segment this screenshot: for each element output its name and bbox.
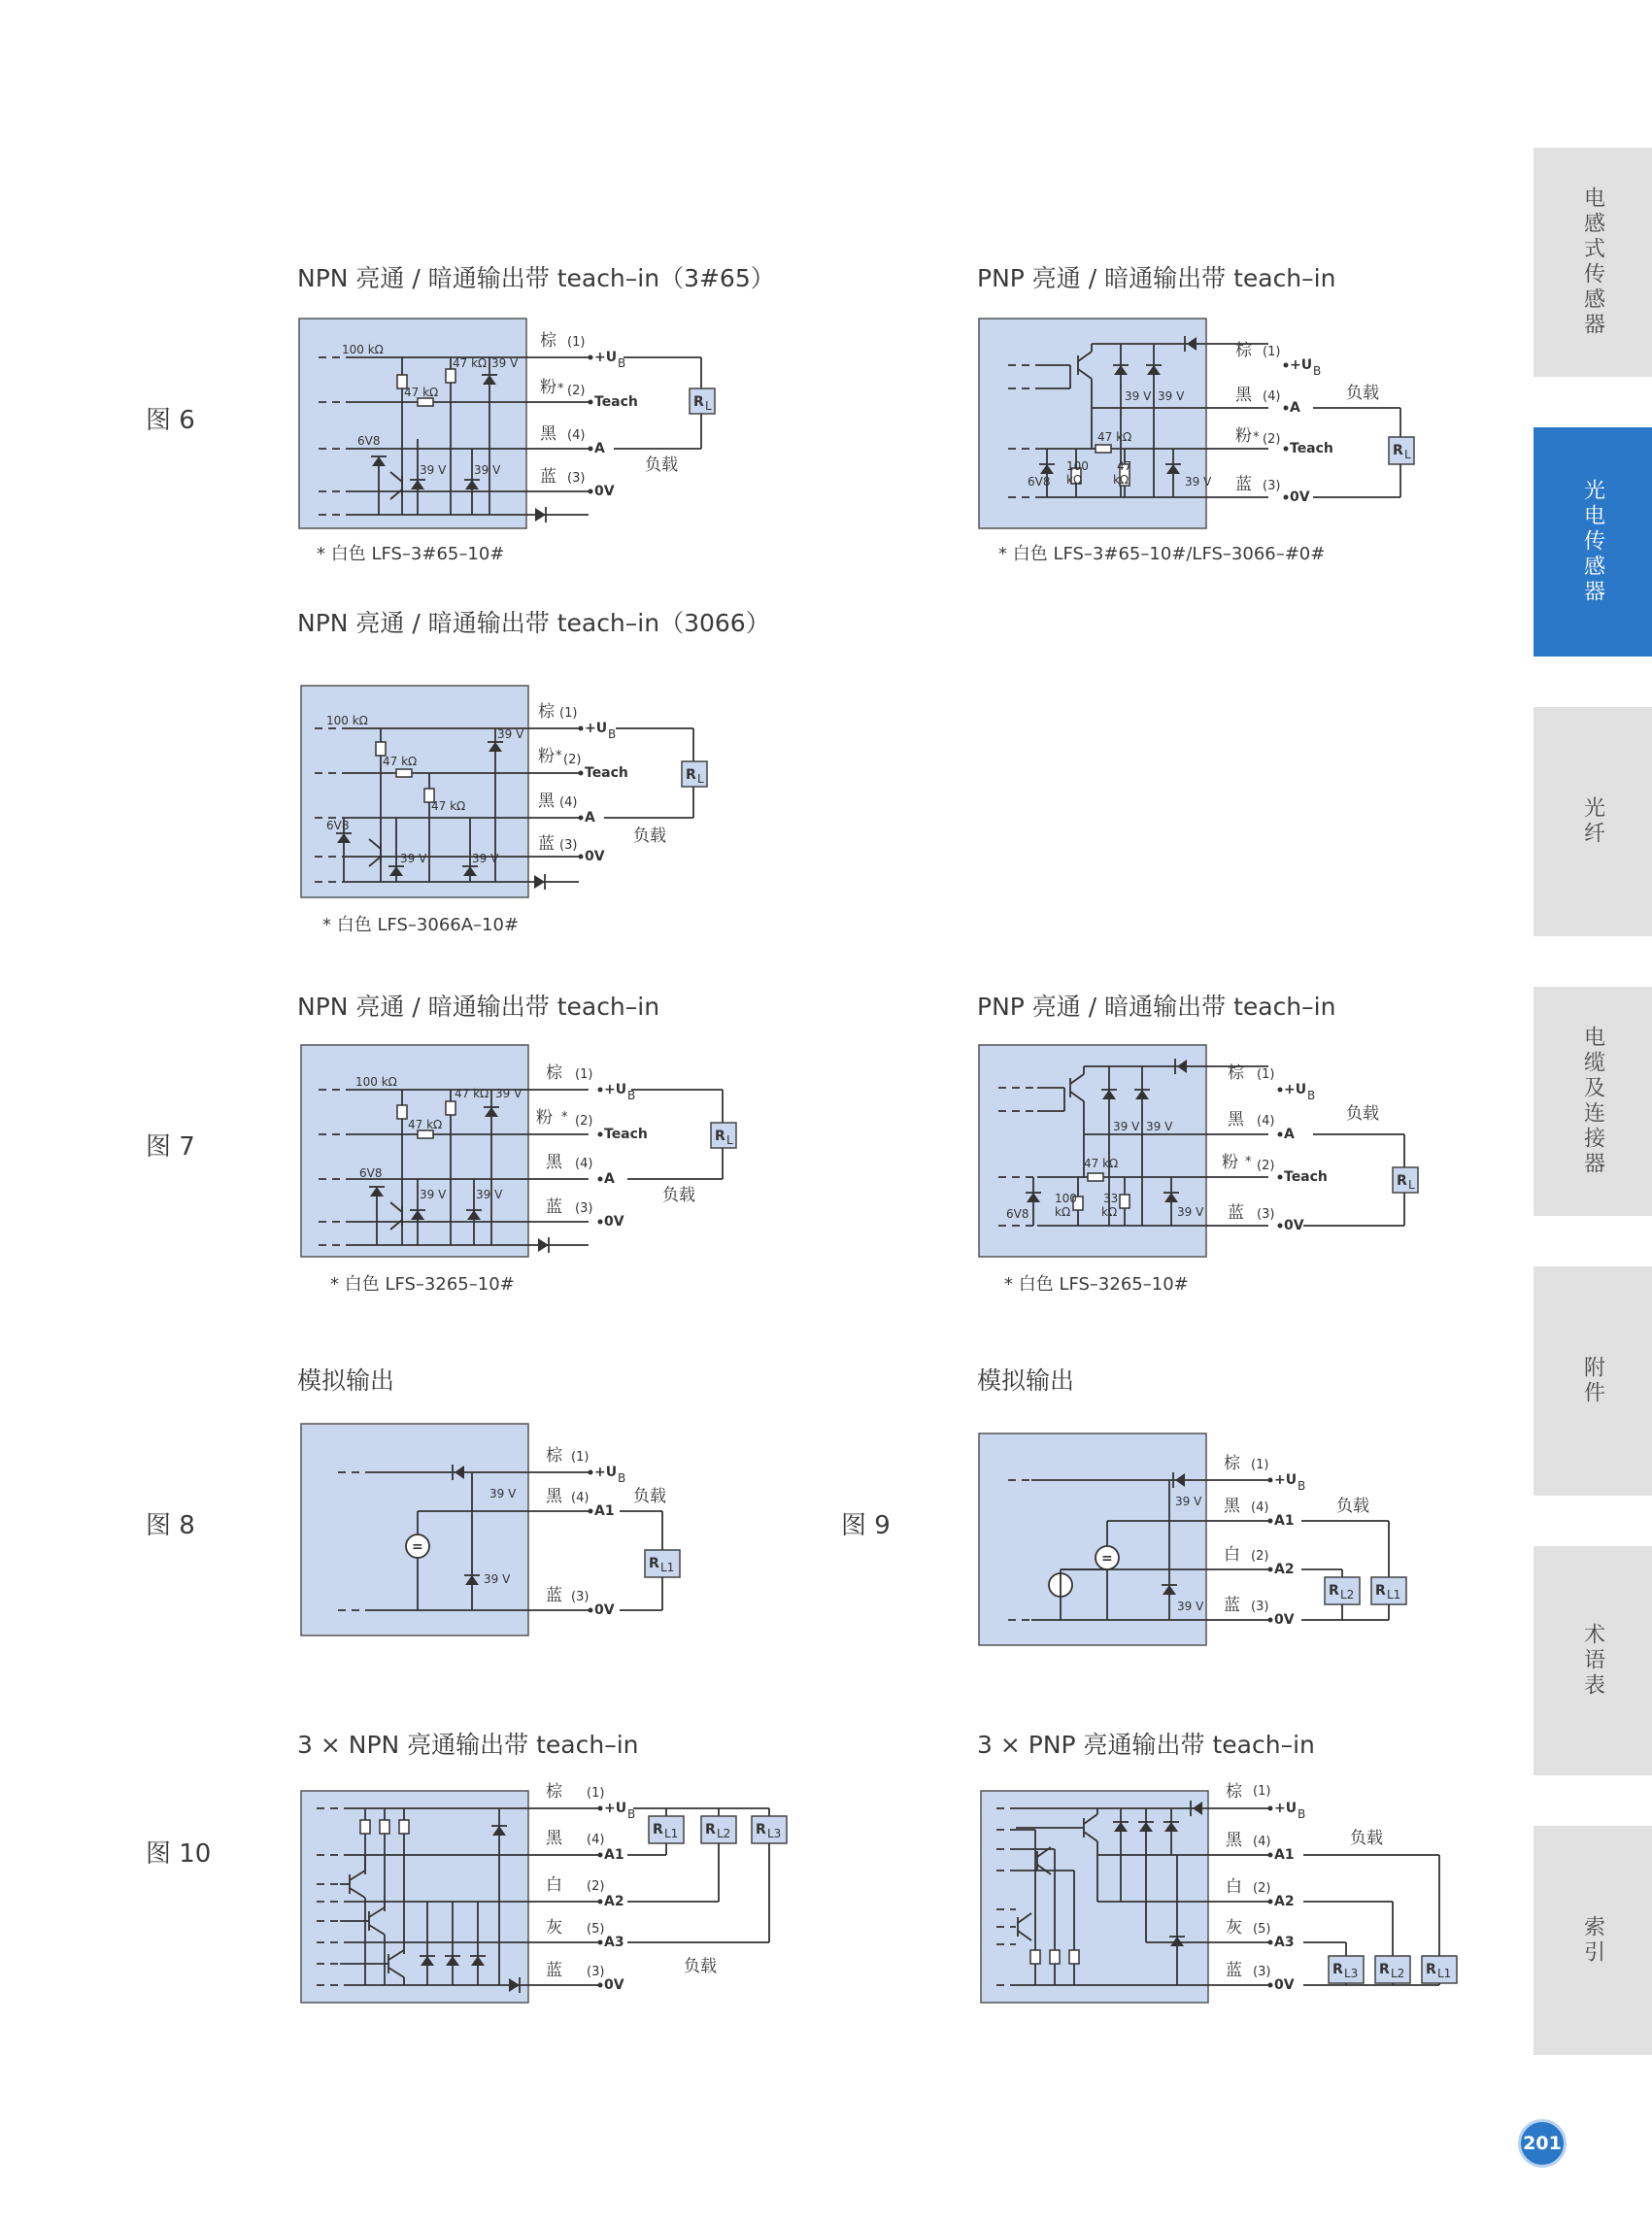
svg-text:R: R bbox=[1332, 1962, 1343, 1977]
svg-text:L1: L1 bbox=[1387, 1588, 1401, 1601]
svg-text:L: L bbox=[726, 1133, 733, 1147]
svg-text:棕: 棕 bbox=[538, 702, 555, 722]
svg-text:Teach: Teach bbox=[585, 765, 628, 781]
svg-text:47 kΩ: 47 kΩ bbox=[455, 1087, 489, 1100]
svg-text:0V: 0V bbox=[604, 1214, 624, 1230]
svg-text:39 V: 39 V bbox=[491, 356, 519, 370]
figure-label-10: 图 10 bbox=[146, 1839, 212, 1869]
svg-text:100 kΩ: 100 kΩ bbox=[355, 1075, 397, 1089]
svg-text:(2): (2) bbox=[1263, 432, 1281, 447]
svg-text:(5): (5) bbox=[587, 1922, 605, 1937]
circuit-pnp-b bbox=[977, 1041, 1424, 1264]
svg-text:47 kΩ: 47 kΩ bbox=[404, 386, 439, 399]
svg-text:负载: 负载 bbox=[1346, 1104, 1379, 1124]
svg-text:A1: A1 bbox=[604, 1847, 624, 1863]
svg-text:(4): (4) bbox=[571, 1491, 590, 1505]
svg-text:R: R bbox=[705, 1822, 716, 1837]
svg-text:(1): (1) bbox=[1253, 1784, 1271, 1799]
note-pnp-a: * 白色 LFS–3#65–10#/LFS–3066–#0# bbox=[998, 544, 1326, 564]
svg-text:0V: 0V bbox=[604, 1977, 624, 1993]
svg-text:(4): (4) bbox=[567, 428, 586, 443]
svg-text:粉: 粉 bbox=[1222, 1153, 1238, 1172]
svg-text:39 V: 39 V bbox=[1177, 1205, 1204, 1219]
svg-text:(4): (4) bbox=[559, 795, 578, 810]
side-tab-inductive[interactable]: 电感式传感器 bbox=[1534, 148, 1652, 377]
note-pnp-b: * 白色 LFS–3265–10# bbox=[1004, 1274, 1189, 1295]
svg-text:A3: A3 bbox=[1274, 1935, 1295, 1950]
svg-text:棕: 棕 bbox=[1235, 341, 1252, 360]
side-tab-glossary[interactable]: 术语表 bbox=[1534, 1546, 1652, 1775]
svg-text:33: 33 bbox=[1103, 1192, 1119, 1205]
svg-text:100: 100 bbox=[1055, 1192, 1077, 1205]
svg-text:(3): (3) bbox=[1257, 1207, 1275, 1222]
svg-text:47 kΩ: 47 kΩ bbox=[383, 755, 418, 768]
svg-text:100 kΩ: 100 kΩ bbox=[326, 714, 368, 727]
svg-text:A2: A2 bbox=[1274, 1562, 1295, 1577]
svg-text:黑: 黑 bbox=[1224, 1497, 1240, 1516]
svg-text:0V: 0V bbox=[1274, 1977, 1295, 1993]
sensor-box bbox=[301, 1045, 528, 1257]
svg-text:(3): (3) bbox=[571, 1590, 590, 1604]
svg-text:*: * bbox=[556, 749, 562, 763]
side-tab-cables[interactable]: 电缆及连接器 bbox=[1534, 987, 1652, 1216]
svg-text:+U: +U bbox=[585, 721, 608, 736]
svg-text:A: A bbox=[1290, 400, 1300, 416]
svg-text:+U: +U bbox=[594, 1465, 618, 1480]
section-title-npn-b: NPN 亮通 / 暗通输出带 teach–in bbox=[297, 993, 660, 1021]
svg-text:A: A bbox=[604, 1171, 615, 1187]
svg-text:蓝: 蓝 bbox=[1226, 1961, 1242, 1980]
svg-text:负载: 负载 bbox=[633, 826, 666, 846]
svg-text:黑: 黑 bbox=[1228, 1110, 1244, 1129]
svg-text:(4): (4) bbox=[575, 1157, 593, 1171]
svg-text:Teach: Teach bbox=[1284, 1169, 1328, 1185]
svg-text:负载: 负载 bbox=[662, 1186, 695, 1205]
svg-text:R: R bbox=[1375, 1583, 1386, 1599]
svg-text:灰: 灰 bbox=[1226, 1918, 1242, 1938]
section-title-npn-3066: NPN 亮通 / 暗通输出带 teach–in（3066） bbox=[297, 609, 770, 637]
svg-text:B: B bbox=[1298, 1807, 1306, 1821]
svg-text:Teach: Teach bbox=[604, 1127, 648, 1142]
section-title-npn-3x: 3 × NPN 亮通输出带 teach–in bbox=[297, 1731, 639, 1759]
svg-text:(2): (2) bbox=[587, 1879, 605, 1894]
svg-text:(2): (2) bbox=[567, 384, 586, 398]
svg-text:A: A bbox=[585, 810, 595, 826]
circuit-npn-b bbox=[297, 1041, 744, 1264]
svg-text:L1: L1 bbox=[660, 1561, 675, 1574]
svg-text:(2): (2) bbox=[1253, 1881, 1271, 1896]
svg-text:39 V: 39 V bbox=[420, 463, 447, 477]
svg-text:6V8: 6V8 bbox=[359, 1166, 383, 1180]
svg-text:L1: L1 bbox=[664, 1827, 679, 1840]
svg-text:47 kΩ: 47 kΩ bbox=[408, 1118, 443, 1131]
svg-text:47 kΩ: 47 kΩ bbox=[1084, 1157, 1119, 1170]
svg-text:蓝: 蓝 bbox=[1228, 1203, 1244, 1223]
svg-text:(3): (3) bbox=[1263, 479, 1281, 493]
svg-text:39 V: 39 V bbox=[1185, 475, 1212, 489]
svg-text:0V: 0V bbox=[1274, 1612, 1295, 1628]
svg-text:(4): (4) bbox=[1263, 389, 1281, 404]
svg-text:负载: 负载 bbox=[684, 1957, 717, 1976]
svg-text:+U: +U bbox=[1274, 1801, 1298, 1816]
svg-text:39 V: 39 V bbox=[497, 727, 524, 741]
sensor-box bbox=[301, 1791, 528, 2003]
svg-text:R: R bbox=[1393, 443, 1403, 458]
svg-text:100 kΩ: 100 kΩ bbox=[342, 343, 384, 356]
svg-text:L: L bbox=[1408, 1178, 1415, 1192]
svg-text:+U: +U bbox=[1284, 1082, 1307, 1097]
svg-text:(3): (3) bbox=[559, 838, 578, 853]
svg-text:39 V: 39 V bbox=[1158, 389, 1185, 403]
svg-text:39 V: 39 V bbox=[400, 852, 427, 865]
svg-text:白: 白 bbox=[546, 1875, 562, 1895]
svg-text:39 V: 39 V bbox=[474, 463, 501, 477]
svg-text:47: 47 bbox=[1117, 459, 1132, 473]
svg-text:R: R bbox=[653, 1822, 663, 1837]
svg-text:A: A bbox=[1284, 1127, 1295, 1142]
svg-text:棕: 棕 bbox=[540, 331, 556, 351]
side-tab-fiber[interactable]: 光纤 bbox=[1534, 707, 1652, 936]
svg-text:47 kΩ: 47 kΩ bbox=[1097, 430, 1132, 444]
svg-text:A2: A2 bbox=[1274, 1894, 1295, 1909]
svg-text:kΩ: kΩ bbox=[1055, 1205, 1071, 1219]
svg-text:*: * bbox=[1245, 1155, 1252, 1169]
svg-text:+U: +U bbox=[604, 1801, 627, 1816]
section-title-pnp-b: PNP 亮通 / 暗通输出带 teach–in bbox=[977, 993, 1336, 1021]
svg-text:39 V: 39 V bbox=[489, 1487, 517, 1500]
svg-text:蓝: 蓝 bbox=[546, 1586, 562, 1605]
svg-text:白: 白 bbox=[1224, 1545, 1240, 1565]
svg-text:47 kΩ: 47 kΩ bbox=[431, 799, 466, 813]
svg-text:*: * bbox=[557, 382, 564, 396]
svg-text:39 V: 39 V bbox=[420, 1188, 447, 1201]
svg-text:负载: 负载 bbox=[633, 1487, 666, 1506]
svg-text:蓝: 蓝 bbox=[546, 1197, 562, 1217]
svg-text:(1): (1) bbox=[567, 335, 586, 350]
figure-label-6: 图 6 bbox=[146, 406, 195, 435]
svg-text:39 V: 39 V bbox=[1177, 1600, 1204, 1613]
svg-text:黑: 黑 bbox=[540, 424, 556, 444]
svg-text:A3: A3 bbox=[604, 1935, 624, 1950]
svg-text:+U: +U bbox=[604, 1082, 627, 1097]
svg-text:+U: +U bbox=[1290, 357, 1313, 373]
svg-text:(4): (4) bbox=[587, 1833, 605, 1847]
svg-text:R: R bbox=[1379, 1962, 1390, 1977]
svg-text:棕: 棕 bbox=[546, 1446, 562, 1466]
svg-text:(3): (3) bbox=[587, 1965, 605, 1979]
svg-text:+U: +U bbox=[1274, 1472, 1298, 1488]
svg-text:(1): (1) bbox=[575, 1067, 593, 1082]
svg-text:B: B bbox=[627, 1089, 636, 1102]
svg-text:39 V: 39 V bbox=[495, 1087, 523, 1100]
svg-text:蓝: 蓝 bbox=[540, 467, 556, 487]
svg-text:B: B bbox=[627, 1807, 636, 1821]
svg-text:R: R bbox=[649, 1556, 659, 1571]
svg-text:L2: L2 bbox=[1391, 1967, 1405, 1980]
section-title-pnp-3x: 3 × PNP 亮通输出带 teach–in bbox=[977, 1731, 1315, 1759]
svg-text:L3: L3 bbox=[767, 1827, 782, 1840]
circuit-analog-left bbox=[297, 1420, 715, 1643]
svg-text:47 kΩ: 47 kΩ bbox=[453, 356, 488, 370]
figure-label-9: 图 9 bbox=[841, 1511, 891, 1540]
svg-text:*: * bbox=[561, 1110, 568, 1125]
section-title-analog-left: 模拟输出 bbox=[297, 1366, 395, 1395]
svg-text:39 V: 39 V bbox=[476, 1188, 503, 1201]
svg-text:粉: 粉 bbox=[536, 1108, 553, 1128]
svg-text:(1): (1) bbox=[571, 1450, 590, 1465]
svg-text:黑: 黑 bbox=[546, 1829, 562, 1848]
svg-text:L: L bbox=[697, 772, 704, 786]
svg-text:0V: 0V bbox=[1290, 489, 1310, 505]
svg-text:39 V: 39 V bbox=[1175, 1495, 1202, 1508]
svg-text:粉: 粉 bbox=[1235, 426, 1252, 446]
svg-text:6V8: 6V8 bbox=[1028, 475, 1051, 489]
side-tab-photoelectric[interactable]: 光电传感器 bbox=[1534, 427, 1652, 657]
svg-text:负载: 负载 bbox=[645, 455, 678, 475]
svg-text:黑: 黑 bbox=[546, 1153, 562, 1172]
svg-text:(2): (2) bbox=[563, 753, 582, 767]
svg-text:棕: 棕 bbox=[1228, 1063, 1244, 1083]
figure-label-7: 图 7 bbox=[146, 1132, 195, 1162]
svg-text:39 V: 39 V bbox=[1125, 389, 1152, 403]
svg-text:(4): (4) bbox=[1253, 1835, 1271, 1849]
circuit-npn-3066 bbox=[297, 682, 744, 905]
svg-text:=: = bbox=[412, 1539, 423, 1555]
svg-text:100: 100 bbox=[1066, 459, 1089, 473]
svg-text:R: R bbox=[756, 1822, 766, 1837]
svg-text:负载: 负载 bbox=[1336, 1497, 1369, 1516]
svg-text:0V: 0V bbox=[594, 1602, 615, 1618]
svg-text:(2): (2) bbox=[1251, 1549, 1269, 1564]
sensor-box bbox=[301, 1424, 528, 1635]
svg-text:棕: 棕 bbox=[1226, 1782, 1242, 1802]
sensor-box bbox=[299, 319, 526, 528]
svg-text:kΩ: kΩ bbox=[1113, 473, 1129, 487]
svg-text:负载: 负载 bbox=[1346, 384, 1379, 403]
svg-text:粉: 粉 bbox=[540, 378, 556, 397]
svg-text:+U: +U bbox=[594, 350, 618, 365]
circuit-analog-right bbox=[977, 1420, 1433, 1653]
svg-text:(3): (3) bbox=[1251, 1600, 1269, 1614]
svg-text:粉: 粉 bbox=[538, 747, 555, 766]
svg-text:L: L bbox=[1404, 448, 1411, 461]
svg-text:B: B bbox=[618, 356, 626, 370]
svg-text:(5): (5) bbox=[1253, 1922, 1271, 1937]
svg-text:A1: A1 bbox=[1274, 1513, 1295, 1529]
note-npn-b: * 白色 LFS–3265–10# bbox=[330, 1274, 515, 1295]
svg-text:黑: 黑 bbox=[546, 1487, 562, 1506]
section-title-pnp-a: PNP 亮通 / 暗通输出带 teach–in bbox=[977, 264, 1336, 292]
svg-text:0V: 0V bbox=[585, 849, 605, 864]
svg-text:R: R bbox=[1426, 1962, 1436, 1977]
svg-text:B: B bbox=[1313, 364, 1322, 378]
svg-text:蓝: 蓝 bbox=[1235, 475, 1252, 494]
svg-text:L2: L2 bbox=[717, 1827, 731, 1840]
svg-text:白: 白 bbox=[1226, 1877, 1242, 1897]
svg-text:R: R bbox=[686, 767, 696, 783]
svg-text:39 V: 39 V bbox=[472, 852, 499, 865]
svg-text:蓝: 蓝 bbox=[1224, 1596, 1240, 1615]
svg-text:负载: 负载 bbox=[1350, 1829, 1383, 1848]
svg-text:(1): (1) bbox=[1263, 345, 1281, 359]
section-title-npn-3-65: NPN 亮通 / 暗通输出带 teach–in（3#65） bbox=[297, 264, 775, 292]
svg-text:R: R bbox=[1329, 1583, 1339, 1599]
svg-text:0V: 0V bbox=[1284, 1218, 1304, 1233]
section-title-analog-right: 模拟输出 bbox=[977, 1366, 1075, 1395]
svg-text:(1): (1) bbox=[559, 706, 578, 721]
svg-text:(2): (2) bbox=[575, 1114, 593, 1129]
figure-label-8: 图 8 bbox=[146, 1511, 195, 1540]
svg-text:6V8: 6V8 bbox=[1006, 1207, 1029, 1221]
svg-text:=: = bbox=[1101, 1551, 1113, 1567]
circuit-npn-3-65 bbox=[297, 313, 744, 536]
svg-text:B: B bbox=[618, 1471, 626, 1485]
svg-text:黑: 黑 bbox=[1226, 1831, 1242, 1850]
svg-text:Teach: Teach bbox=[594, 394, 638, 410]
svg-text:灰: 灰 bbox=[546, 1918, 562, 1938]
svg-text:(1): (1) bbox=[1251, 1458, 1269, 1472]
sensor-box bbox=[979, 1433, 1206, 1645]
circuit-pnp-3x bbox=[977, 1766, 1482, 2008]
svg-text:Teach: Teach bbox=[1290, 441, 1333, 456]
svg-text:蓝: 蓝 bbox=[546, 1961, 562, 1980]
svg-text:A1: A1 bbox=[1274, 1847, 1295, 1863]
circuit-npn-3x bbox=[297, 1766, 802, 2008]
svg-text:A2: A2 bbox=[604, 1894, 624, 1909]
svg-text:R: R bbox=[693, 394, 704, 410]
svg-text:(3): (3) bbox=[575, 1201, 593, 1216]
svg-text:黑: 黑 bbox=[538, 792, 555, 811]
svg-text:*: * bbox=[1253, 430, 1260, 445]
svg-text:B: B bbox=[1307, 1089, 1316, 1102]
svg-text:R: R bbox=[1397, 1173, 1407, 1189]
svg-text:棕: 棕 bbox=[1224, 1454, 1240, 1473]
note-npn-3066: * 白色 LFS–3066A–10# bbox=[322, 915, 520, 935]
svg-text:B: B bbox=[1298, 1479, 1306, 1493]
svg-text:(4): (4) bbox=[1251, 1500, 1269, 1515]
svg-text:棕: 棕 bbox=[546, 1063, 562, 1083]
note-npn-3-65: * 白色 LFS–3#65–10# bbox=[317, 544, 505, 564]
svg-text:(3): (3) bbox=[1253, 1965, 1271, 1979]
svg-text:(4): (4) bbox=[1257, 1114, 1275, 1129]
svg-text:A: A bbox=[594, 441, 605, 456]
svg-text:A1: A1 bbox=[594, 1503, 615, 1519]
circuit-pnp-a bbox=[977, 313, 1424, 536]
svg-text:39 V: 39 V bbox=[1146, 1120, 1173, 1133]
svg-text:39 V: 39 V bbox=[1113, 1120, 1140, 1133]
svg-text:39 V: 39 V bbox=[484, 1572, 511, 1586]
svg-text:L: L bbox=[705, 399, 712, 413]
svg-text:蓝: 蓝 bbox=[538, 834, 555, 854]
svg-text:(1): (1) bbox=[587, 1786, 605, 1801]
svg-text:L3: L3 bbox=[1344, 1967, 1359, 1980]
svg-text:L1: L1 bbox=[1437, 1967, 1452, 1980]
svg-text:6V8: 6V8 bbox=[326, 819, 350, 832]
svg-text:(2): (2) bbox=[1257, 1159, 1275, 1173]
svg-text:R: R bbox=[715, 1129, 725, 1144]
side-tab-accessories[interactable]: 附件 bbox=[1534, 1266, 1652, 1496]
svg-text:kΩ: kΩ bbox=[1066, 473, 1083, 487]
svg-text:(3): (3) bbox=[567, 471, 586, 486]
svg-text:6V8: 6V8 bbox=[357, 434, 381, 448]
page-number: 201 bbox=[1518, 2119, 1567, 2168]
svg-text:棕: 棕 bbox=[546, 1782, 562, 1802]
svg-text:kΩ: kΩ bbox=[1101, 1205, 1118, 1219]
svg-text:0V: 0V bbox=[594, 484, 615, 499]
svg-text:黑: 黑 bbox=[1235, 386, 1252, 405]
svg-text:(1): (1) bbox=[1257, 1067, 1275, 1082]
side-tab-index[interactable]: 索引 bbox=[1534, 1826, 1652, 2055]
svg-text:B: B bbox=[608, 727, 617, 741]
svg-text:L2: L2 bbox=[1340, 1588, 1355, 1601]
